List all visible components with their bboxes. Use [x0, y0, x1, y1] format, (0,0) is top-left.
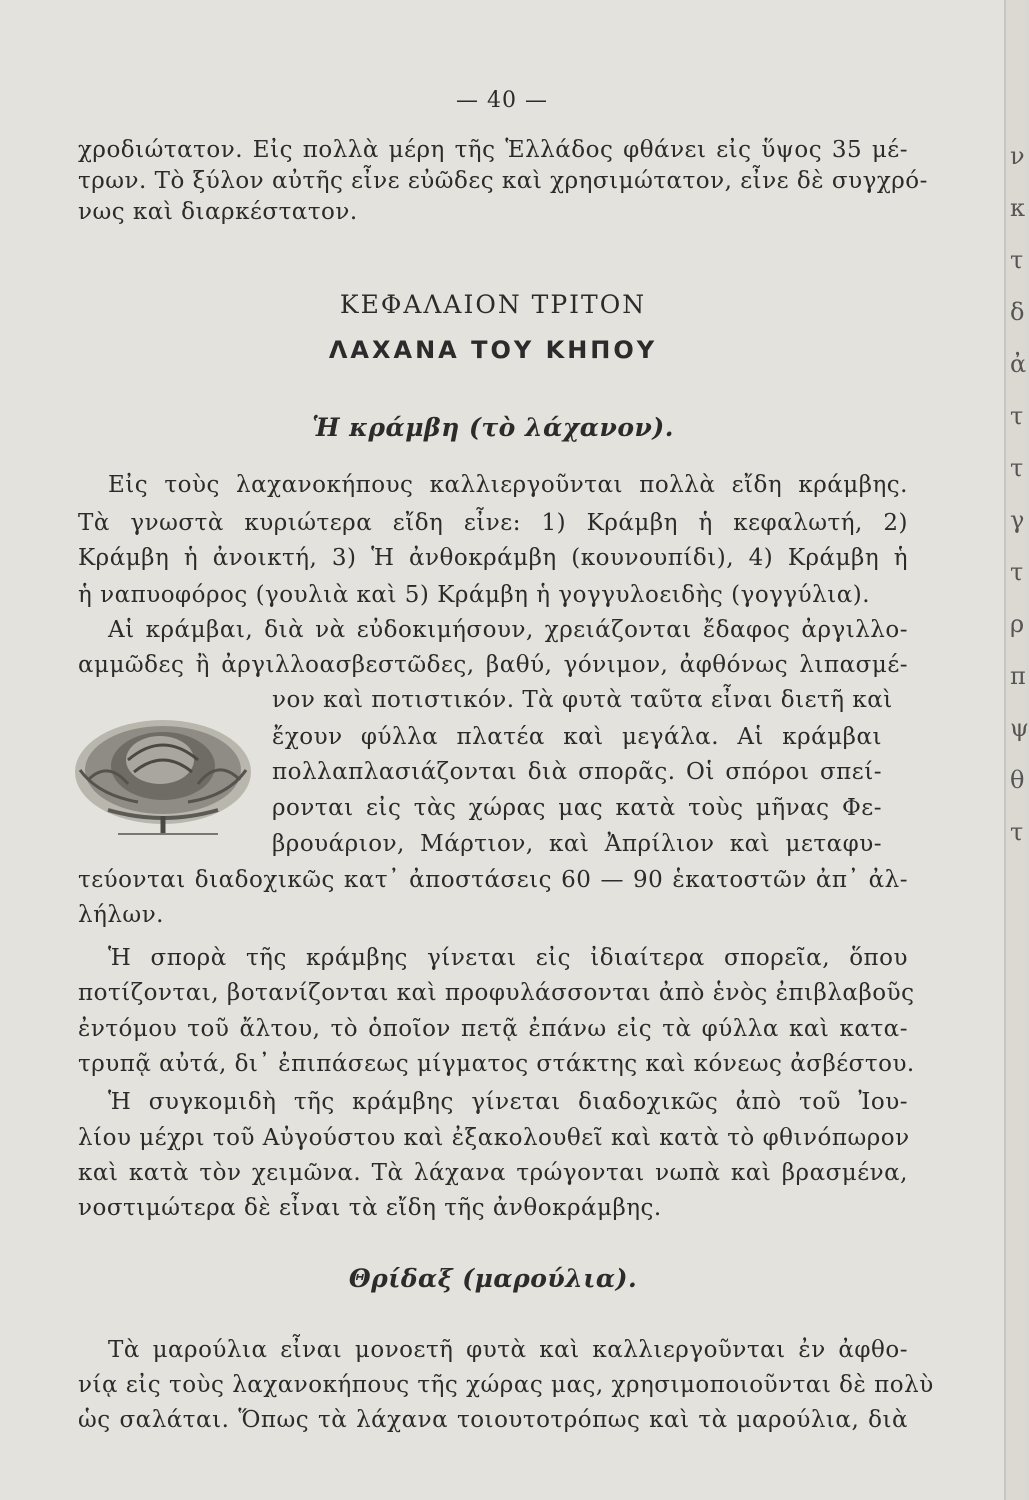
text-line: λίου μέχρι τοῦ Αὐγούστου καὶ ἐξακολουθεῖ καὶ κατὰ τὸ φθινόπωρον — [78, 1125, 910, 1151]
text-line: καὶ κατὰ τὸν χειμῶνα. Τὰ λάχανα τρώγονται νωπὰ καὶ βρασμένα, — [78, 1160, 908, 1186]
text-line: ἡ ναπυοφόρος (γουλιὰ καὶ 5) Κράμβη ἡ γογγυλοειδὴς (γογγύλια). — [78, 582, 871, 608]
text-line: νον καὶ ποτιστικόν. Τὰ φυτὰ ταῦτα εἶναι διετῆ καὶ — [272, 687, 893, 713]
adjacent-page-edge — [1004, 0, 1029, 1500]
text-line: νοστιμώτερα δὲ εἶναι τὰ εἴδη τῆς ἀνθοκράμβης. — [78, 1195, 662, 1221]
text-line: Αἱ κράμβαι, διὰ νὰ εὐδοκιμήσουν, χρειάζονται ἔδαφος ἀργιλλο- — [108, 617, 908, 643]
text-line: Ἡ σπορὰ τῆς κράμβης γίνεται εἰς ἰδιαίτερα σπορεῖα, ὅπου — [108, 945, 908, 971]
cabbage-illustration — [68, 700, 258, 840]
text-line: νως καὶ διαρκέστατον. — [78, 199, 358, 225]
edge-letter: π — [1010, 662, 1026, 690]
edge-letter: τ — [1010, 818, 1024, 846]
page-number: — 40 — — [456, 88, 548, 113]
chapter-title: ΚΕΦΑΛΑΙΟΝ ΤΡΙΤΟΝ — [339, 290, 647, 319]
subsection-title: Θρίδαξ (μαρούλια). — [348, 1264, 638, 1293]
subsection-title: Ἡ κράμβη (τὸ λάχανον). — [312, 413, 674, 442]
text-line: Κράμβη ἡ ἀνοικτή, 3) Ἡ ἀνθοκράμβη (κουνουπίδι), 4) Κράμβη ἡ — [78, 545, 908, 571]
text-line: ρονται εἰς τὰς χώρας μας κατὰ τοὺς μῆνας Φε- — [272, 795, 882, 821]
text-line: αμμῶδες ἢ ἀργιλλοασβεστῶδες, βαθύ, γόνιμον, ἀφθόνως λιπασμέ- — [78, 652, 908, 678]
edge-letter: ρ — [1010, 610, 1025, 638]
edge-letter: ν — [1010, 142, 1025, 170]
text-line: ἔχουν φύλλα πλατέα καὶ μεγάλα. Αἱ κράμβαι — [272, 724, 882, 750]
edge-letter: ἀ — [1010, 350, 1027, 378]
text-line: ὡς σαλάται. Ὅπως τὰ λάχανα τοιουτοτρόπως καὶ τὰ μαρούλια, διὰ — [78, 1407, 908, 1433]
edge-letter: κ — [1010, 194, 1025, 222]
edge-letter: θ — [1010, 766, 1025, 794]
edge-letter: ψ — [1010, 714, 1029, 742]
text-line: Ἡ συγκομιδὴ τῆς κράμβης γίνεται διαδοχικῶς ἀπὸ τοῦ Ἰου- — [108, 1089, 908, 1115]
edge-letter: τ — [1010, 246, 1024, 274]
text-line: τεύονται διαδοχικῶς κατ᾽ ἀποστάσεις 60 — 90 ἑκατοστῶν ἀπ᾽ ἀλ- — [78, 867, 908, 893]
edge-letter: δ — [1010, 298, 1025, 326]
edge-letter: τ — [1010, 402, 1024, 430]
edge-letter: γ — [1010, 506, 1025, 534]
text-line: πολλαπλασιάζονται διὰ σπορᾶς. Οἱ σπόροι σπεί- — [272, 759, 882, 785]
text-line: τρυπᾷ αὐτά, δι᾽ ἐπιπάσεως μίγματος στάκτης καὶ κόνεως ἀσβέστου. — [78, 1051, 915, 1077]
text-line: ἐντόμου τοῦ ἄλτου, τὸ ὁποῖον πετᾷ ἐπάνω εἰς τὰ φύλλα καὶ κατα- — [78, 1016, 908, 1042]
section-title: ΛΑΧΑΝΑ ΤΟΥ ΚΗΠΟΥ — [328, 336, 658, 364]
text-line: Τὰ μαρούλια εἶναι μονοετῆ φυτὰ καὶ καλλιεργοῦνται ἐν ἀφθο- — [108, 1337, 908, 1363]
text-line: λήλων. — [78, 902, 164, 928]
cabbage-icon — [68, 700, 258, 840]
text-line: χροδιώτατον. Εἰς πολλὰ μέρη τῆς Ἑλλάδος φθάνει εἰς ὕψος 35 μέ- — [78, 137, 908, 163]
text-line: νίᾳ εἰς τοὺς λαχανοκήπους τῆς χώρας μας, χρησιμοποιοῦνται δὲ πολὺ — [78, 1372, 934, 1398]
text-line: βρουάριον, Μάρτιον, καὶ Ἀπρίλιον καὶ μεταφυ- — [272, 831, 882, 857]
edge-letter: τ — [1010, 558, 1024, 586]
text-line: Τὰ γνωστὰ κυριώτερα εἴδη εἶνε: 1) Κράμβη ἡ κεφαλωτή, 2) — [78, 510, 908, 536]
text-line: Εἰς τοὺς λαχανοκήπους καλλιεργοῦνται πολλὰ εἴδη κράμβης. — [108, 472, 908, 498]
edge-letter: τ — [1010, 454, 1024, 482]
text-line: ποτίζονται, βοτανίζονται καὶ προφυλάσσονται ἀπὸ ἑνὸς ἐπιβλαβοῦς — [78, 980, 915, 1006]
text-line: τρων. Τὸ ξύλον αὐτῆς εἶνε εὐῶδες καὶ χρησιμώτατον, εἶνε δὲ συγχρό- — [78, 168, 928, 194]
